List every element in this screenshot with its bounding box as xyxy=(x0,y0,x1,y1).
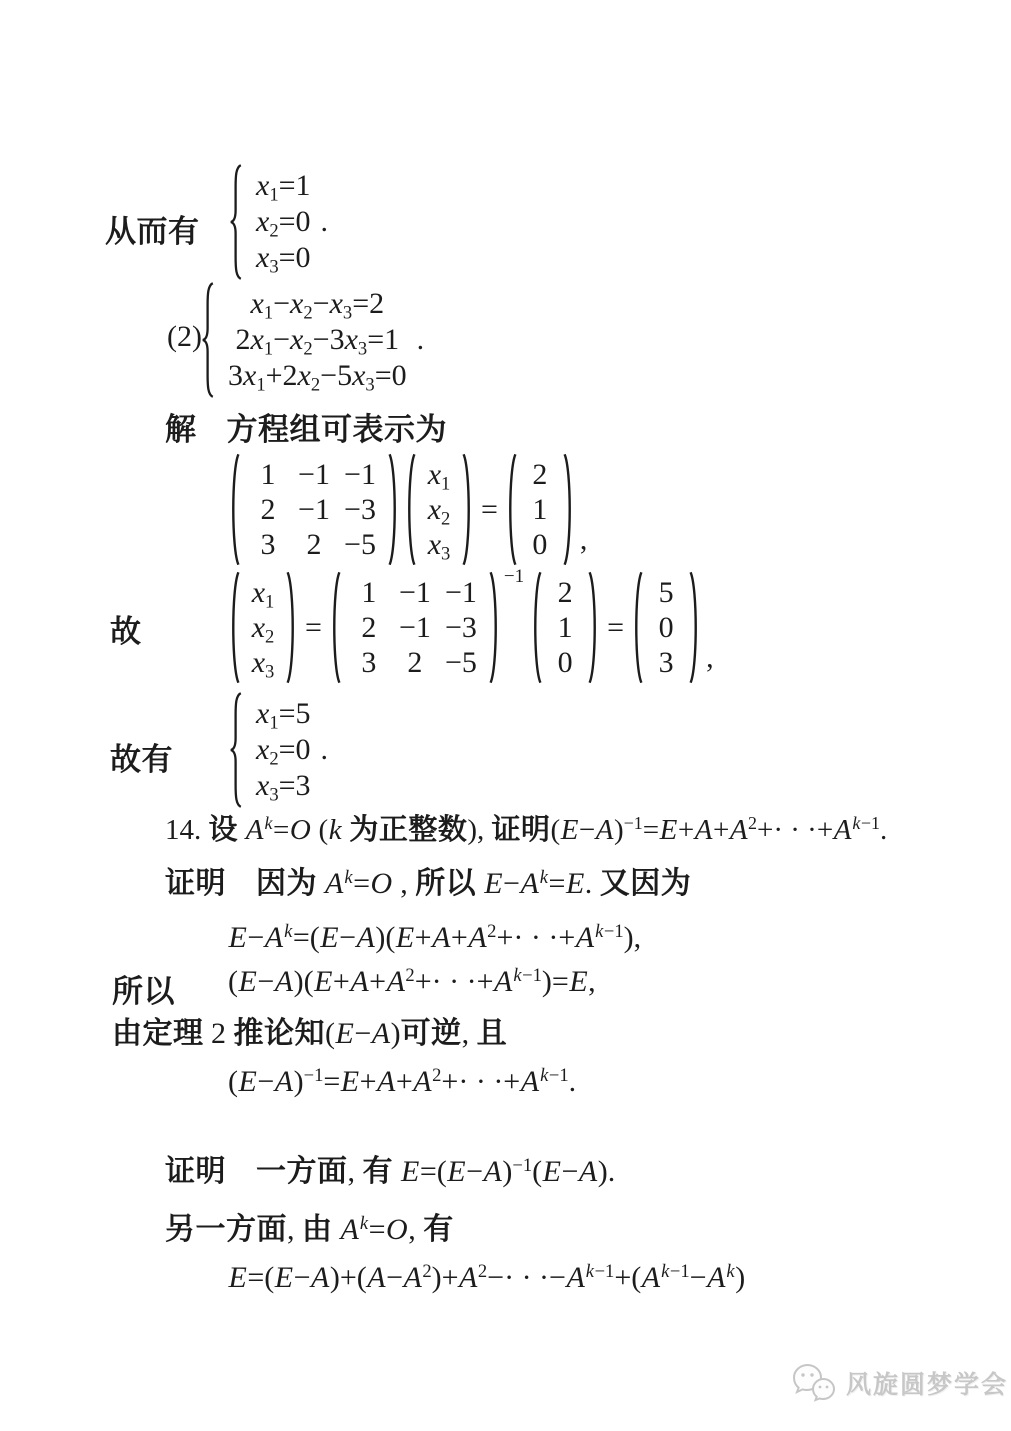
matrix-row xyxy=(245,457,383,492)
matrix-cell: 3 xyxy=(658,646,674,679)
system-rows xyxy=(256,168,311,276)
matrix-grid xyxy=(518,457,562,562)
equals-sign: = xyxy=(305,610,322,644)
matrix-row xyxy=(245,492,383,527)
matrix-grid xyxy=(342,575,488,680)
equation-system-1 xyxy=(228,164,328,280)
equals-sign: = xyxy=(481,492,498,526)
proof-1-line-3: 由定理 2 推论知(E−A)可逆, 且 xyxy=(112,1017,508,1050)
equation-system-3 xyxy=(228,692,328,808)
matrix-row xyxy=(245,527,383,562)
matrix-cell: −5 xyxy=(444,646,477,679)
system-row: $2x_1-x_2-3x_3=1$ xyxy=(235,323,400,360)
matrix-paren-icon xyxy=(228,452,241,567)
matrix-paren-icon xyxy=(530,570,543,685)
comma: , xyxy=(579,523,588,556)
system-row: $x_1=5$ xyxy=(256,697,311,734)
matrix-cell: $x_2$ xyxy=(427,493,451,530)
matrix-grid xyxy=(543,575,587,680)
item-2-label: (2) xyxy=(167,320,202,353)
problem-14-statement: 14. 设 $A^k=O$ (k 为正整数), 证明$(E-A)^{-1}=E+A+A^2+\cdot \cdot \cdot+A^{k-1}$. xyxy=(165,813,888,846)
matrix-row xyxy=(547,610,583,645)
comma: , xyxy=(706,641,714,674)
proof-1-equation-2: $(E-A)(E+A+A^2+\cdot \cdot \cdot+A^{k-1})=E$, xyxy=(228,964,596,998)
system-row: $3x_1+2x_2-5x_3=0$ xyxy=(228,359,407,396)
matrix-paren-icon xyxy=(688,570,701,685)
matrix-cell: 2 xyxy=(407,646,423,679)
matrix-cell: 1 xyxy=(260,458,276,491)
matrix-row xyxy=(421,457,457,495)
matrix-cell: −1 xyxy=(298,493,330,526)
matrix-row xyxy=(421,492,457,530)
constant-vector xyxy=(505,452,575,567)
matrix-cell: 0 xyxy=(557,646,573,679)
equals-sign: = xyxy=(607,610,625,644)
matrix-row xyxy=(245,610,281,648)
matrix-row xyxy=(346,575,484,610)
label-suo-yi: 所以 xyxy=(112,974,175,1009)
system-row: $x_3=0$ xyxy=(256,241,311,278)
system-rows xyxy=(256,696,311,804)
matrix-cell: $x_1$ xyxy=(427,458,451,495)
footer-watermark xyxy=(790,1360,1008,1406)
coefficient-matrix xyxy=(329,570,501,685)
matrix-row xyxy=(648,575,684,610)
matrix-row xyxy=(522,492,558,527)
matrix-row xyxy=(648,645,684,680)
matrix-cell: $x_2$ xyxy=(251,611,275,648)
system-row: $x_1-x_2-x_3=2$ xyxy=(250,287,385,324)
matrix-cell: $x_3$ xyxy=(427,528,451,565)
matrix-cell: 2 xyxy=(260,493,276,526)
matrix-cell: 3 xyxy=(260,528,276,561)
matrix-equation-1 xyxy=(226,452,587,567)
system-brace-icon xyxy=(200,282,216,398)
proof-1-equation-3: $(E-A)^{-1}=E+A+A^2+\cdot \cdot \cdot+A^{k-1}$. xyxy=(228,1064,577,1098)
system-brace-icon xyxy=(228,692,244,808)
matrix-grid xyxy=(644,575,688,680)
phrase-gu-you: 故有 xyxy=(110,742,173,777)
matrix-paren-icon xyxy=(387,452,400,567)
matrix-cell: 0 xyxy=(532,528,548,561)
unknown-vector xyxy=(228,570,298,685)
solution-heading-row xyxy=(165,404,447,449)
matrix-equation-2 xyxy=(226,566,714,685)
matrix-cell: −1 xyxy=(398,576,431,609)
system-row: $x_2=0$ xyxy=(256,205,311,242)
system-punctuation: . xyxy=(320,733,329,766)
matrix-row xyxy=(245,645,281,683)
matrix-row xyxy=(547,575,583,610)
matrix-cell: 1 xyxy=(361,576,377,609)
matrix-paren-icon xyxy=(461,452,474,567)
phrase-cong-er-you: 从而有 xyxy=(105,214,200,249)
matrix-row xyxy=(421,527,457,565)
matrix-cell: −1 xyxy=(298,458,330,491)
unknown-vector xyxy=(404,452,474,567)
system-rows xyxy=(228,286,407,394)
matrix-cell: 2 xyxy=(306,528,322,561)
matrix-grid xyxy=(241,575,285,683)
matrix-paren-icon xyxy=(562,452,575,567)
matrix-row xyxy=(547,645,583,680)
proof-1-equation-1: $E-A^k=(E-A)(E+A+A^2+\cdot \cdot \cdot+A^{k-1})$, xyxy=(228,920,642,954)
matrix-paren-icon xyxy=(587,570,600,685)
matrix-cell: $x_1$ xyxy=(251,576,275,613)
matrix-cell: −1 xyxy=(444,576,477,609)
matrix-paren-icon xyxy=(404,452,417,567)
matrix-cell: 2 xyxy=(532,458,548,491)
matrix-cell: 1 xyxy=(557,611,573,644)
inverse-superscript: −1 xyxy=(503,566,525,587)
matrix-paren-icon xyxy=(228,570,241,685)
matrix-paren-icon xyxy=(285,570,298,685)
matrix-grid xyxy=(241,457,387,562)
matrix-cell: −3 xyxy=(344,493,376,526)
proof-2-equation-1: $E=(E-A)+(A-A^2)+A^2-\cdot \cdot \cdot-A^{k-1}+(A^{k-1}-A^k)$ xyxy=(228,1260,746,1294)
matrix-cell: 5 xyxy=(658,576,674,609)
matrix-row xyxy=(522,457,558,492)
system-brace-icon xyxy=(228,164,244,280)
matrix-row xyxy=(346,610,484,645)
proof-2-line-2: 另一方面, 由 $A^k=O$, 有 xyxy=(165,1212,454,1246)
matrix-cell: 0 xyxy=(658,611,674,644)
coefficient-matrix xyxy=(228,452,400,567)
matrix-paren-icon xyxy=(488,570,501,685)
system-punctuation: . xyxy=(416,323,425,356)
matrix-row xyxy=(346,645,484,680)
matrix-paren-icon xyxy=(329,570,342,685)
proof-2-line-1: 证明 一方面, 有 $E=(E-A)^{-1}(E-A)$. xyxy=(165,1154,616,1188)
proof-1-line-1: 证明 因为 $A^k=O$ , 所以 $E-A^k=E$. 又因为 xyxy=(165,866,692,900)
equation-system-2 xyxy=(200,282,424,398)
solution-heading: 解 xyxy=(165,412,197,447)
phrase-gu: 故 xyxy=(110,614,142,649)
matrix-cell: 2 xyxy=(361,611,377,644)
matrix-row xyxy=(522,527,558,562)
matrix-cell: 2 xyxy=(557,576,573,609)
matrix-cell: 3 xyxy=(361,646,377,679)
wechat-icon xyxy=(790,1360,838,1406)
matrix-row xyxy=(245,575,281,613)
constant-vector xyxy=(530,570,600,685)
watermark-text: 风旋圆梦学会 xyxy=(846,1372,1009,1399)
system-row: $x_3=3$ xyxy=(256,769,311,806)
matrix-grid xyxy=(417,457,461,565)
matrix-cell: −1 xyxy=(344,458,376,491)
matrix-cell: 1 xyxy=(532,493,548,526)
matrix-cell: $x_3$ xyxy=(251,646,275,683)
solution-heading-text: 方程组可表示为 xyxy=(226,412,447,447)
matrix-paren-icon xyxy=(631,570,644,685)
matrix-cell: −3 xyxy=(444,611,477,644)
system-row: $x_1=1$ xyxy=(256,169,311,206)
matrix-cell: −5 xyxy=(344,528,376,561)
result-vector xyxy=(631,570,701,685)
system-punctuation: . xyxy=(320,205,329,238)
matrix-row xyxy=(648,610,684,645)
matrix-paren-icon xyxy=(505,452,518,567)
matrix-cell: −1 xyxy=(398,611,431,644)
system-row: $x_2=0$ xyxy=(256,733,311,770)
